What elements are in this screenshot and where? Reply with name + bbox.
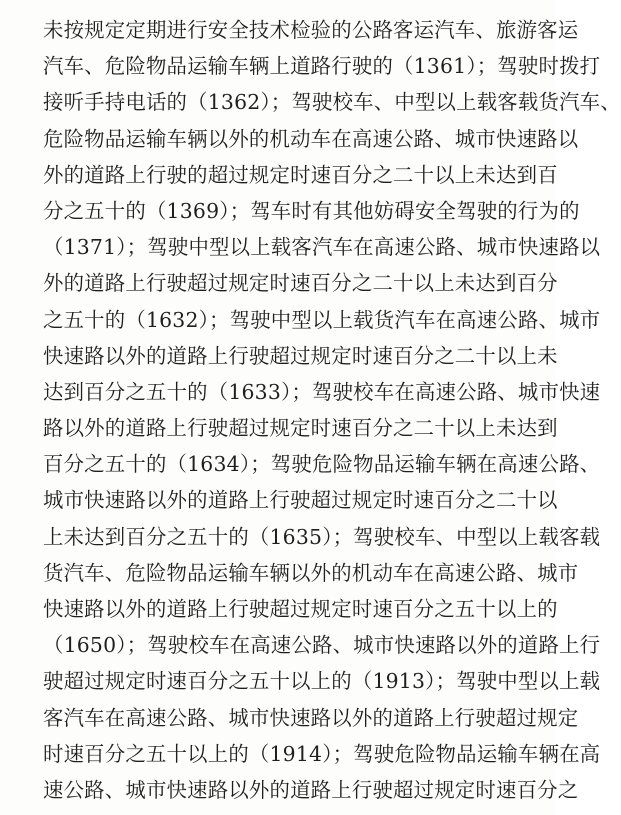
text-line: 接听手持电话的（1362）；驾驶校车、中型以上载客载货汽车、: [43, 90, 621, 115]
text-line: 上未达到百分之五十的（1635）；驾驶校车、中型以上载客载: [43, 524, 601, 549]
text-line: 分之五十的（1369）；驾车时有其他妨碍安全驾驶的行为的: [43, 198, 580, 223]
text-line: 时速百分之五十以上的（1914）；驾驶危险物品运输车辆在高: [43, 741, 601, 766]
text-line: （1371）；驾驶中型以上载客汽车在高速公路、城市快速路以: [43, 235, 601, 260]
text-line: 客汽车在高速公路、城市快速路以外的道路上行驶超过规定: [43, 705, 579, 730]
text-line: 快速路以外的道路上行驶超过规定时速百分之五十以上的: [43, 597, 558, 621]
text-line: 速公路、城市快速路以外的道路上行驶超过规定时速百分之: [43, 777, 579, 802]
text-line: 百分之五十的（1634）；驾驶危险物品运输车辆在高速公路、: [43, 452, 601, 477]
text-line: 货汽车、危险物品运输车辆以外的机动车在高速公路、城市: [43, 560, 579, 585]
text-line: 路以外的道路上行驶超过规定时速百分之二十以上未达到: [43, 416, 558, 441]
text-line: 快速路以外的道路上行驶超过规定时速百分之二十以上未: [43, 343, 558, 368]
text-line: 之五十的（1632）；驾驶中型以上载货汽车在高速公路、城市: [43, 307, 601, 332]
text-line: 外的道路上行驶超过规定时速百分之二十以上未达到百分: [43, 271, 558, 296]
text-line: 外的道路上行驶的超过规定时速百分之二十以上未达到百: [43, 162, 558, 187]
text-line: 驶超过规定时速百分之五十以上的（1913）；驾驶中型以上载: [43, 669, 601, 694]
text-line: 汽车、危险物品运输车辆上道路行驶的（1361）；驾驶时拨打: [43, 54, 601, 79]
text-line: （1650）；驾驶校车在高速公路、城市快速路以外的道路上行: [43, 633, 601, 658]
body-text: [43, 12, 621, 808]
text-line: 达到百分之五十的（1633）；驾驶校车在高速公路、城市快速: [43, 379, 601, 404]
text-line: 危险物品运输车辆以外的机动车在高速公路、城市快速路以: [43, 126, 579, 151]
text-line: 未按规定定期进行安全技术检验的公路客运汽车、旅游客运: [43, 18, 579, 42]
text-line: 城市快速路以外的道路上行驶超过规定时速百分之二十以: [43, 488, 558, 513]
